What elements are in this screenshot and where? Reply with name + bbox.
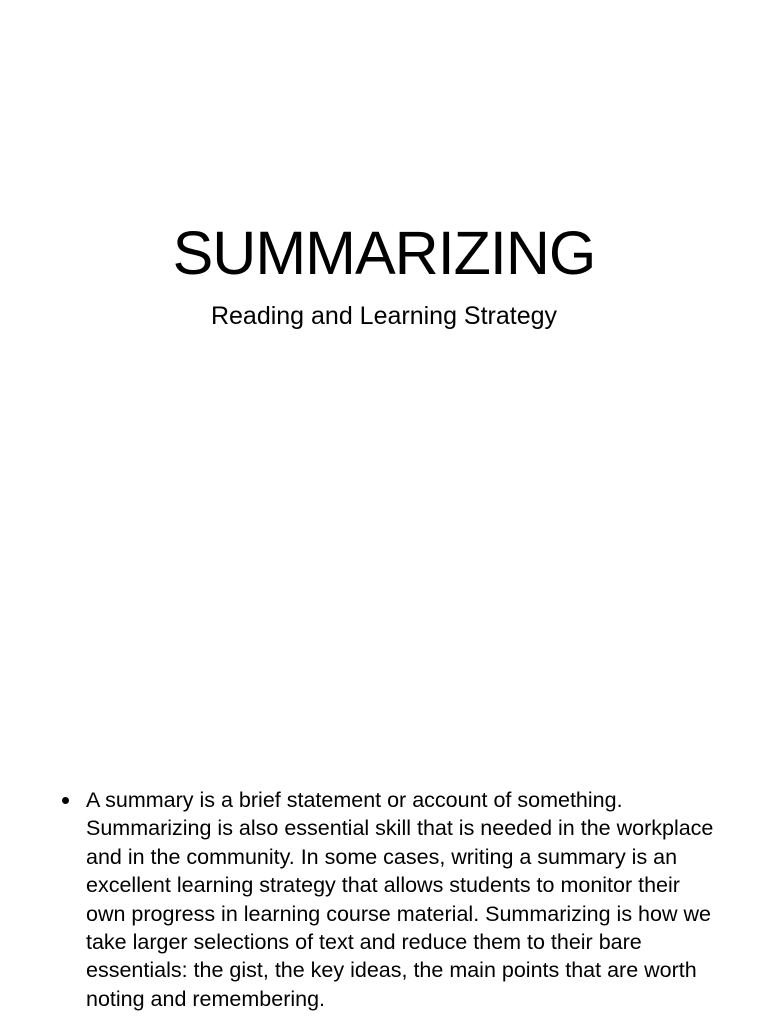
bullet-list: [60, 786, 720, 1013]
bullet-dot-icon: [62, 797, 69, 804]
page-title: SUMMARIZING: [172, 219, 596, 287]
page-subtitle: Reading and Learning Strategy: [210, 302, 558, 330]
bullet-item: [60, 786, 720, 1013]
bullet-text: A summary is a brief statement or account of something. Summarizing is also essential skill that is needed in the workplace and in the community. In some cases, writing a summary is an excellent learning strategy that allows students to monitor their own progress in learning course material. Summarizing is how we take larger selections of text and reduce them to their bare essentials: the gist, the key ideas, the main points that are worth noting and remembering.: [86, 788, 714, 1011]
title-block: [0, 218, 768, 332]
